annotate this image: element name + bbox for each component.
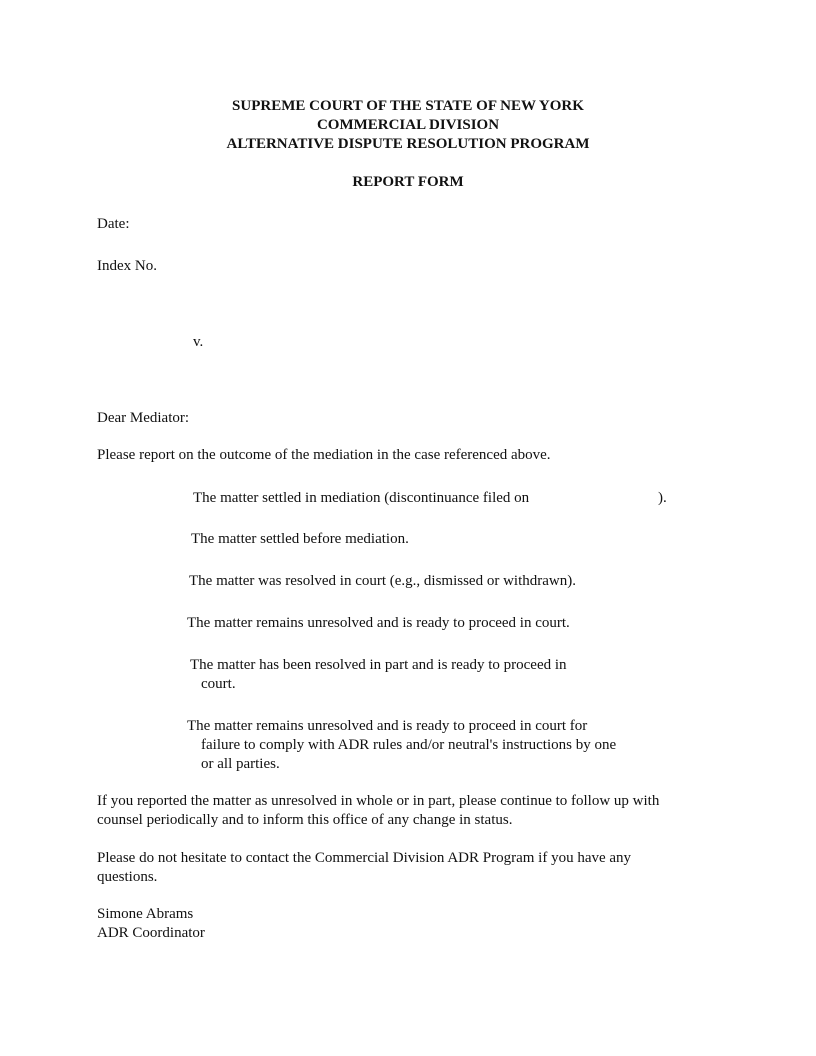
followup-line: If you reported the matter as unresolved in whole or in part, please continue to follow up with: [97, 793, 660, 809]
court-name-heading: SUPREME COURT OF THE STATE OF NEW YORK: [232, 98, 584, 114]
option-text: The matter settled in mediation (discontinuance filed on: [193, 490, 530, 506]
instruction-text: Please report on the outcome of the mediation in the case referenced above.: [97, 447, 551, 463]
option-line: court.: [201, 676, 236, 692]
followup-line: counsel periodically and to inform this office of any change in status.: [97, 812, 513, 828]
option-line: or all parties.: [201, 756, 280, 772]
signatory-name: Simone Abrams: [97, 906, 194, 922]
outcome-option-resolved-in-court: The matter was resolved in court (e.g., dismissed or withdrawn).: [189, 573, 576, 589]
contact-line: questions.: [97, 869, 158, 885]
option-close-paren: ).: [658, 490, 667, 506]
case-versus: v.: [193, 334, 204, 350]
form-title: REPORT FORM: [352, 174, 464, 190]
option-line: The matter has been resolved in part and is ready to proceed in: [190, 657, 567, 673]
salutation: Dear Mediator:: [97, 410, 190, 426]
outcome-option-unresolved: The matter remains unresolved and is ready to proceed in court.: [187, 615, 570, 631]
contact-line: Please do not hesitate to contact the Commercial Division ADR Program if you have any: [97, 850, 632, 866]
date-label: Date:: [97, 216, 130, 232]
option-line: failure to comply with ADR rules and/or neutral's instructions by one: [201, 737, 617, 753]
division-heading: COMMERCIAL DIVISION: [316, 117, 500, 133]
index-number-label: Index No.: [97, 258, 157, 274]
signatory-title: ADR Coordinator: [97, 925, 205, 941]
option-line: The matter remains unresolved and is ready to proceed in court for: [187, 718, 588, 734]
program-heading: ALTERNATIVE DISPUTE RESOLUTION PROGRAM: [226, 136, 590, 152]
outcome-option-settled-before-mediation: The matter settled before mediation.: [191, 531, 409, 547]
